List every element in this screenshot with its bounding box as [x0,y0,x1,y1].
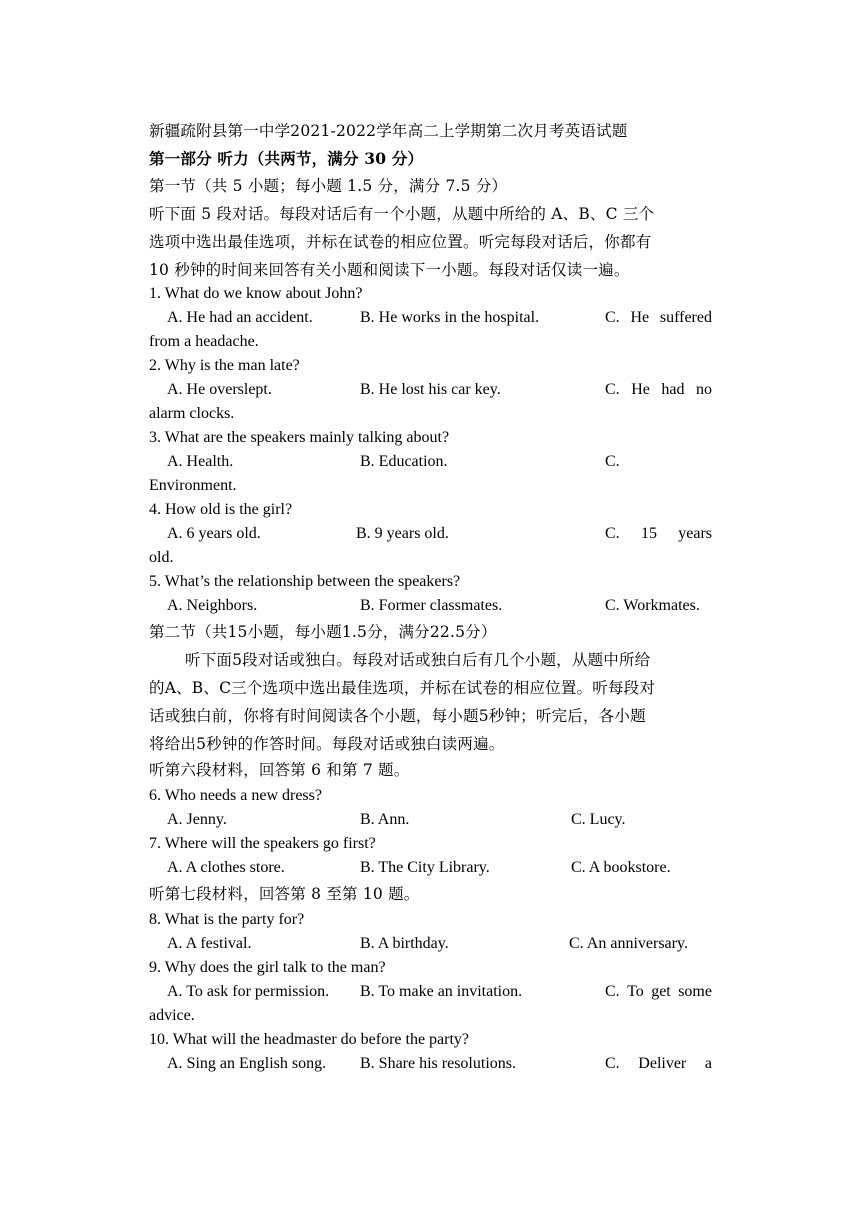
question-10: 10. What will the headmaster do before the party? [149,1031,470,1048]
option-c: C. Lucy. [571,811,626,828]
option-a: A. He had an accident. [167,309,313,326]
option-a: A. Health. [167,453,234,470]
option-b: B. The City Library. [360,859,490,876]
option-c: C. 15 years [605,525,712,542]
option-a: A. He overslept. [167,381,272,398]
option-a: A. Sing an English song. [167,1055,327,1072]
option-c-continuation: advice. [149,1007,195,1024]
question-7-options [149,856,712,880]
option-b: B. Former classmates. [360,597,503,614]
material-7-note: 听第七段材料，回答第 8 至第 10 题。 [149,885,420,903]
question-5-options [149,594,712,618]
question-10-options [149,1052,712,1076]
option-c-continuation: old. [149,549,174,566]
option-b: B. He works in the hospital. [360,309,540,326]
option-c-continuation: Environment. [149,477,237,494]
question-5: 5. What’s the relationship between the speakers? [149,573,461,590]
section2-instruction-line: 听下面5段对话或独白。每段对话或独白后有几个小题，从题中所给 [185,651,651,669]
option-a: A. To ask for permission. [167,983,330,1000]
section1-instruction-line: 选项中选出最佳选项，并标在试卷的相应位置。听完每段对话后，你都有 [149,233,652,251]
question-3: 3. What are the speakers mainly talking about? [149,429,450,446]
option-a: A. Neighbors. [167,597,258,614]
section2-instruction-line: 的A、B、C三个选项中选出最佳选项，并标在试卷的相应位置。听每段对 [149,679,656,697]
option-b: B. 9 years old. [356,525,449,542]
question-7: 7. Where will the speakers go first? [149,835,376,852]
section1-instruction-line: 10 秒钟的时间来回答有关小题和阅读下一小题。每段对话仅读一遍。 [149,261,630,279]
option-b: B. Education. [360,453,448,470]
option-b: B. Ann. [360,811,410,828]
option-a: A. Jenny. [167,811,227,828]
option-c: C. He had no [605,381,712,398]
option-a: A. 6 years old. [167,525,261,542]
question-8-options [149,932,712,956]
section2-heading: 第二节（共15小题，每小题1.5分，满分22.5分） [149,623,497,641]
option-a: A. A clothes store. [167,859,285,876]
section2-instruction-line: 将给出5秒钟的作答时间。每段对话或独白读两遍。 [149,735,505,753]
question-1-options [149,306,712,330]
option-c: C. Workmates. [605,597,700,614]
question-8: 8. What is the party for? [149,911,305,928]
part1-heading: 第一部分 听力（共两节，满分 30 分） [149,149,424,168]
option-c: C. To get some [605,983,712,1000]
section1-heading: 第一节（共 5 小题；每小题 1.5 分，满分 7.5 分） [149,177,508,195]
question-2: 2. Why is the man late? [149,357,300,374]
option-b: B. He lost his car key. [360,381,501,398]
option-c: C. He suffered [605,309,712,326]
question-1: 1. What do we know about John? [149,285,363,302]
question-9-options [149,980,712,1004]
section2-instruction-line: 话或独白前，你将有时间阅读各个小题，每小题5秒钟；听完后，各小题 [149,707,646,725]
option-b: B. Share his resolutions. [360,1055,516,1072]
option-c: C. An anniversary. [569,935,688,952]
option-c: C. Deliver a [605,1055,712,1072]
question-3-options [149,450,712,474]
option-c-continuation: alarm clocks. [149,405,235,422]
option-b: B. A birthday. [360,935,449,952]
option-b: B. To make an invitation. [360,983,523,1000]
option-a: A. A festival. [167,935,252,952]
question-4-options [149,522,712,546]
question-9: 9. Why does the girl talk to the man? [149,959,386,976]
material-6-note: 听第六段材料，回答第 6 和第 7 题。 [149,761,410,779]
exam-title: 新疆疏附县第一中学2021-2022学年高二上学期第二次月考英语试题 [149,122,628,140]
option-c-continuation: from a headache. [149,333,259,350]
question-4: 4. How old is the girl? [149,501,293,518]
option-c: C. A bookstore. [571,859,671,876]
question-6-options [149,808,712,832]
section1-instruction-line: 听下面 5 段对话。每段对话后有一个小题，从题中所给的 A、B、C 三个 [149,205,655,223]
question-2-options [149,378,712,402]
option-c: C. [605,453,620,470]
question-6: 6. Who needs a new dress? [149,787,322,804]
